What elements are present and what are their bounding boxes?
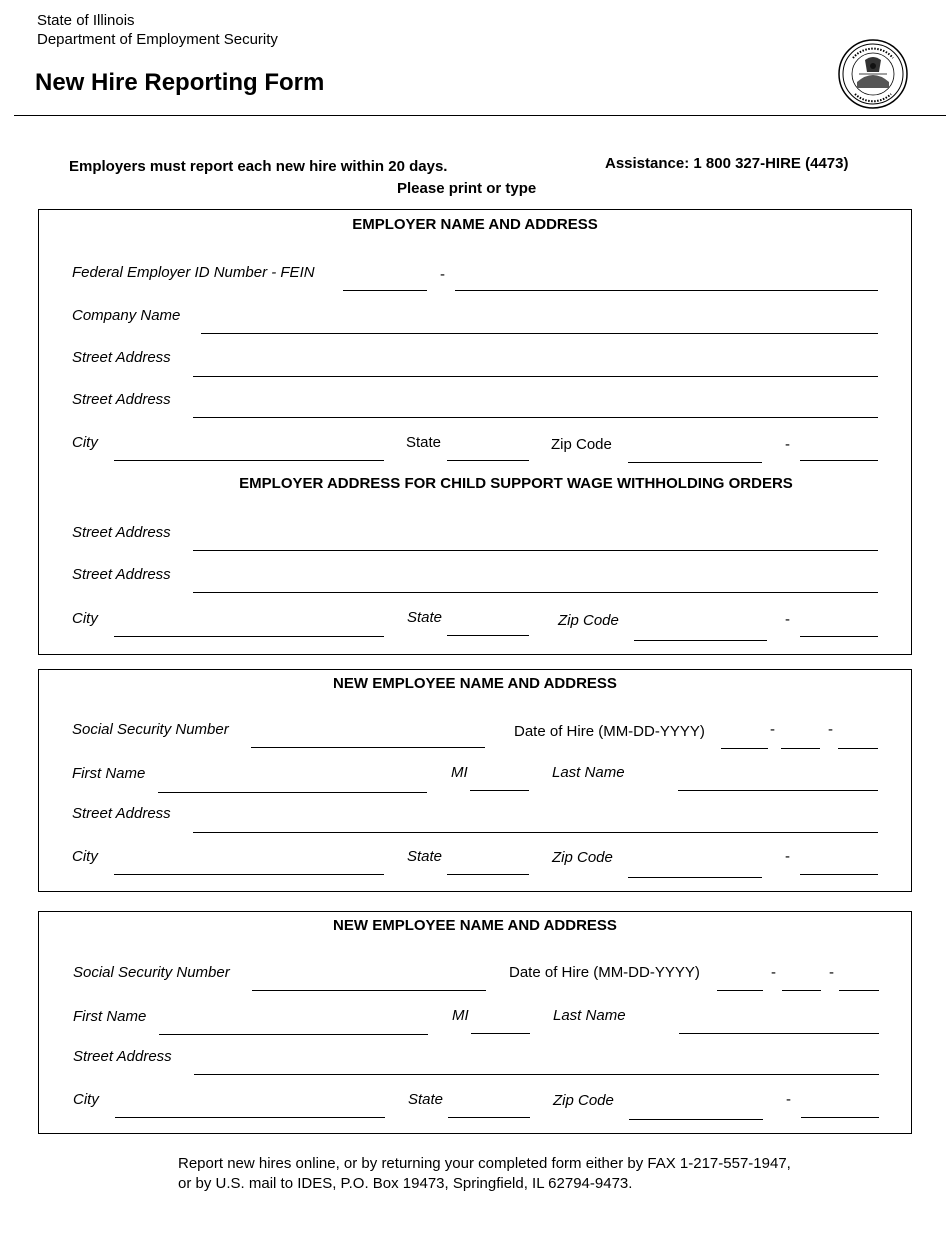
cs-street-address-2-label: Street Address	[72, 566, 171, 583]
zip-code-field[interactable]	[628, 462, 762, 463]
street-address-2-label: Street Address	[72, 391, 171, 408]
child-support-section-title: EMPLOYER ADDRESS FOR CHILD SUPPORT WAGE WITHHOLDING ORDERS	[239, 475, 793, 492]
employee-1-zip-field[interactable]	[628, 877, 762, 878]
employee-1-first-name-label: First Name	[72, 765, 146, 782]
employee-2-last-name-field[interactable]	[679, 1033, 879, 1034]
cs-state-label: State	[407, 609, 443, 626]
cs-state-field[interactable]	[447, 635, 529, 636]
employee-1-city-field[interactable]	[114, 874, 384, 875]
state-name: State of Illinois	[37, 12, 135, 29]
employee-1-city-label: City	[72, 848, 98, 865]
cs-city-field[interactable]	[114, 636, 384, 637]
cs-street-address-field[interactable]	[193, 550, 878, 551]
employee-1-section-title: NEW EMPLOYEE NAME AND ADDRESS	[333, 675, 617, 692]
employee-1-street-label: Street Address	[72, 805, 171, 822]
employee-1-state-field[interactable]	[447, 874, 529, 875]
employee-2-mi-label: MI	[452, 1007, 469, 1024]
employee-1-zip-dash: -	[785, 848, 790, 865]
fein-prefix-field[interactable]	[343, 290, 427, 291]
city-label: City	[72, 434, 98, 451]
employee-1-last-name-label: Last Name	[552, 764, 625, 781]
employee-1-mi-label: MI	[451, 764, 468, 781]
employee-2-mi-field[interactable]	[471, 1033, 530, 1034]
employee-2-hire-year-field[interactable]	[839, 990, 879, 991]
employee-2-ssn-label: Social Security Number	[73, 964, 230, 981]
employee-1-hire-year-field[interactable]	[838, 748, 878, 749]
employee-1-ssn-field[interactable]	[251, 747, 485, 748]
assistance-phone: Assistance: 1 800 327-HIRE (4473)	[605, 155, 849, 172]
employee-1-last-name-field[interactable]	[678, 790, 878, 791]
employee-2-state-field[interactable]	[448, 1117, 530, 1118]
new-employee-section-2	[38, 911, 912, 1134]
fein-label: Federal Employer ID Number - FEIN	[72, 264, 315, 281]
employee-1-hire-dash-2: -	[828, 721, 833, 738]
cs-city-label: City	[72, 610, 98, 627]
company-name-field[interactable]	[201, 333, 878, 334]
footer-line-1: Report new hires online, or by returning your completed form either by FAX 1-217-557-1947,	[178, 1155, 791, 1172]
employee-2-zip-extension-field[interactable]	[801, 1117, 879, 1118]
employee-1-hire-month-field[interactable]	[721, 748, 768, 749]
new-employee-section-1	[38, 669, 912, 892]
employee-1-state-label: State	[407, 848, 443, 865]
employee-1-ssn-label: Social Security Number	[72, 721, 229, 738]
employee-2-state-label: State	[408, 1091, 444, 1108]
print-instruction: Please print or type	[397, 180, 537, 197]
zip-extension-field[interactable]	[800, 460, 878, 461]
employee-1-zip-label: Zip Code	[552, 849, 613, 866]
employee-2-city-label: City	[73, 1091, 99, 1108]
employer-section	[38, 209, 912, 655]
cs-zip-code-label: Zip Code	[558, 612, 619, 629]
cs-street-address-label: Street Address	[72, 524, 171, 541]
street-address-2-field[interactable]	[193, 417, 878, 418]
employee-2-zip-dash: -	[786, 1091, 791, 1108]
header-divider	[14, 115, 946, 116]
employee-2-first-name-label: First Name	[73, 1008, 147, 1025]
employee-2-street-field[interactable]	[194, 1074, 879, 1075]
employee-1-zip-extension-field[interactable]	[800, 874, 878, 875]
employee-2-hire-month-field[interactable]	[717, 990, 763, 991]
employee-2-city-field[interactable]	[115, 1117, 385, 1118]
employee-2-hire-date-label: Date of Hire (MM-DD-YYYY)	[509, 964, 700, 981]
zip-dash: -	[785, 436, 790, 453]
cs-street-address-2-field[interactable]	[193, 592, 878, 593]
employee-2-hire-dash-1: -	[771, 964, 776, 981]
employee-2-first-name-field[interactable]	[159, 1034, 428, 1035]
employee-1-mi-field[interactable]	[470, 790, 529, 791]
employee-1-first-name-field[interactable]	[158, 792, 427, 793]
employee-2-street-label: Street Address	[73, 1048, 172, 1065]
employee-1-hire-day-field[interactable]	[781, 748, 820, 749]
employee-2-section-title: NEW EMPLOYEE NAME AND ADDRESS	[333, 917, 617, 934]
zip-code-label: Zip Code	[551, 436, 612, 453]
fein-dash: -	[440, 266, 445, 283]
footer-line-2: or by U.S. mail to IDES, P.O. Box 19473, Springfield, IL 62794-9473.	[178, 1175, 633, 1192]
employer-section-title: EMPLOYER NAME AND ADDRESS	[352, 216, 598, 233]
employee-1-street-field[interactable]	[193, 832, 878, 833]
city-field[interactable]	[114, 460, 384, 461]
employee-2-zip-label: Zip Code	[553, 1092, 614, 1109]
reporting-requirement: Employers must report each new hire within 20 days.	[69, 158, 448, 175]
state-seal-icon	[837, 38, 909, 110]
state-field[interactable]	[447, 460, 529, 461]
cs-zip-code-field[interactable]	[634, 640, 767, 641]
employee-1-hire-dash-1: -	[770, 721, 775, 738]
cs-zip-extension-field[interactable]	[800, 636, 878, 637]
street-address-label: Street Address	[72, 349, 171, 366]
state-label: State	[406, 434, 442, 451]
street-address-field[interactable]	[193, 376, 878, 377]
department-name: Department of Employment Security	[37, 31, 278, 48]
company-name-label: Company Name	[72, 307, 181, 324]
employee-1-hire-date-label: Date of Hire (MM-DD-YYYY)	[514, 723, 705, 740]
employee-2-zip-field[interactable]	[629, 1119, 763, 1120]
form-title: New Hire Reporting Form	[35, 69, 325, 96]
employee-2-ssn-field[interactable]	[252, 990, 486, 991]
fein-suffix-field[interactable]	[455, 290, 878, 291]
employee-2-last-name-label: Last Name	[553, 1007, 626, 1024]
employee-2-hire-dash-2: -	[829, 964, 834, 981]
cs-zip-dash: -	[785, 611, 790, 628]
employee-2-hire-day-field[interactable]	[782, 990, 821, 991]
